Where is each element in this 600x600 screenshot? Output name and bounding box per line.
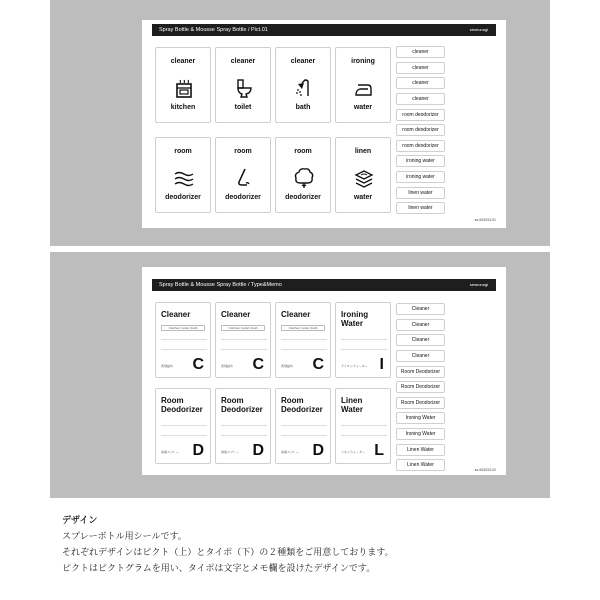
card-initial-letter: D: [192, 442, 204, 459]
card-title-line2: Deodorizer: [221, 405, 263, 414]
card-title-line1: Linen: [341, 396, 363, 405]
card-initial-letter: C: [312, 356, 324, 373]
pict-label: cleaner: [396, 77, 445, 89]
linen-stack-icon: [352, 166, 376, 190]
shower-icon: [292, 76, 316, 100]
card-title-line1: Room: [161, 396, 184, 405]
pict-header-title: Spray Bottle & Mousse Spray Bottle / Pict.01: [159, 27, 268, 33]
pict-card-ironing-water: [335, 47, 391, 123]
card-bottom-label: bath: [295, 104, 311, 111]
memo-checkbox-strip: □kitchen □toilet □bath: [281, 325, 325, 331]
type-label: Linen Water: [396, 459, 445, 471]
description-heading: デザイン: [62, 515, 98, 525]
pict-card-cleaner-kitchen: [155, 47, 211, 123]
type-brand: seseunagi: [469, 282, 488, 287]
card-top-label: cleaner: [170, 58, 196, 65]
pict-sticker-sheet: [142, 20, 506, 228]
memo-line: [281, 339, 327, 340]
memo-line: [161, 435, 207, 436]
pict-card-room-deodorizer-tree: [275, 137, 331, 213]
card-title-line1: Room: [221, 396, 244, 405]
memo-line: [281, 349, 327, 350]
memo-checkbox-strip: □kitchen □toilet □bath: [221, 325, 265, 331]
type-card-cleaner: [275, 302, 331, 378]
pict-label: cleaner: [396, 93, 445, 105]
pict-panel: [50, 0, 550, 246]
pict-label: linen water: [396, 187, 445, 199]
memo-line: [221, 349, 267, 350]
type-sticker-sheet: [142, 267, 506, 475]
type-label: Cleaner: [396, 350, 445, 362]
card-title-line2: Water: [341, 405, 363, 414]
memo-line: [161, 425, 207, 426]
type-label: Room Deodorizer: [396, 381, 445, 393]
card-small-caption: 洗剤詰め: [221, 364, 234, 368]
description-line: スプレーボトル用シールです。: [62, 531, 187, 541]
type-header-title: Spray Bottle & Mousse Spray Bottle / Type&Memo: [159, 282, 282, 288]
pict-sheet-header: [152, 24, 496, 36]
pict-label: linen water: [396, 202, 445, 214]
card-top-label: room: [294, 148, 312, 155]
card-small-caption: リネンウォーター: [341, 450, 365, 454]
pict-card-cleaner-bath: [275, 47, 331, 123]
memo-line: [341, 425, 387, 426]
pict-card-room-deodorizer-waves: [155, 137, 211, 213]
type-card-cleaner: [215, 302, 271, 378]
kitchen-stove-icon: [172, 76, 196, 100]
type-label: Linen Water: [396, 444, 445, 456]
card-small-caption: 消臭スプレー: [281, 450, 299, 454]
card-initial-letter: C: [192, 356, 204, 373]
type-card-cleaner: [155, 302, 211, 378]
pict-card-cleaner-toilet: [215, 47, 271, 123]
card-small-caption: 洗剤詰め: [161, 364, 174, 368]
pict-label: cleaner: [396, 46, 445, 58]
type-panel: [50, 252, 550, 498]
card-title-line1: Ironing: [341, 310, 369, 319]
card-top-label: cleaner: [230, 58, 256, 65]
type-card-room-deodorizer: [215, 388, 271, 464]
memo-line: [281, 435, 327, 436]
pict-label: ironing water: [396, 155, 445, 167]
iron-icon: [352, 76, 376, 100]
card-top-label: ironing: [351, 58, 375, 65]
type-sheet-code: ss-903033-02: [474, 468, 496, 472]
pict-card-room-deodorizer-nose: [215, 137, 271, 213]
card-small-caption: 消臭スプレー: [221, 450, 239, 454]
card-bottom-label: water: [353, 104, 373, 111]
card-initial-letter: C: [252, 356, 264, 373]
memo-line: [221, 425, 267, 426]
card-top-label: room: [234, 148, 252, 155]
type-label: Cleaner: [396, 319, 445, 331]
card-top-label: room: [174, 148, 192, 155]
toilet-icon: [232, 76, 256, 100]
memo-line: [161, 339, 207, 340]
card-initial-letter: D: [312, 442, 324, 459]
card-initial-letter: L: [374, 442, 384, 459]
memo-line: [221, 435, 267, 436]
type-label: Cleaner: [396, 303, 445, 315]
nose-icon: [232, 166, 256, 190]
card-small-caption: 消臭スプレー: [161, 450, 179, 454]
card-small-caption: 洗剤詰め: [281, 364, 294, 368]
card-bottom-label: deodorizer: [225, 194, 261, 201]
card-title-line1: Room: [281, 396, 304, 405]
card-small-caption: アイロンウォーター: [341, 364, 368, 368]
type-sheet-header: [152, 279, 496, 291]
card-title-line2: Water: [341, 319, 363, 328]
card-bottom-label: deodorizer: [285, 194, 321, 201]
type-label: Room Deodorizer: [396, 366, 445, 378]
card-top-label: cleaner: [290, 58, 316, 65]
card-initial-letter: D: [252, 442, 264, 459]
memo-line: [161, 349, 207, 350]
card-title-line2: Deodorizer: [281, 405, 323, 414]
card-bottom-label: toilet: [234, 104, 252, 111]
memo-line: [341, 435, 387, 436]
card-top-label: linen: [354, 148, 372, 155]
card-title-line1: Cleaner: [281, 310, 311, 319]
pict-label: ironing water: [396, 171, 445, 183]
memo-checkbox-strip: □kitchen □toilet □bath: [161, 325, 205, 331]
type-label: Ironing Water: [396, 412, 445, 424]
type-label: Ironing Water: [396, 428, 445, 440]
card-title-line1: Cleaner: [221, 310, 251, 319]
tree-icon: [292, 166, 316, 190]
design-description: [62, 512, 393, 576]
card-title-line1: Cleaner: [161, 310, 191, 319]
card-initial-letter: I: [379, 356, 384, 373]
description-line: ピクトはピクトグラムを用い、タイポは文字とメモ欄を設けたデザインです。: [62, 563, 376, 573]
memo-line: [221, 339, 267, 340]
type-card-ironing-water: [335, 302, 391, 378]
type-card-room-deodorizer: [275, 388, 331, 464]
card-bottom-label: kitchen: [170, 104, 196, 111]
pict-card-linen-water: [335, 137, 391, 213]
memo-line: [341, 349, 387, 350]
memo-line: [281, 425, 327, 426]
memo-line: [341, 339, 387, 340]
type-label: Cleaner: [396, 334, 445, 346]
type-label: Room Deodorizer: [396, 397, 445, 409]
pict-label: room deodorizer: [396, 140, 445, 152]
card-title-line2: Deodorizer: [161, 405, 203, 414]
card-bottom-label: deodorizer: [165, 194, 201, 201]
pict-brand: seseunagi: [469, 27, 488, 32]
pict-sheet-code: ss-903033-01: [474, 218, 496, 222]
type-card-linen-water: [335, 388, 391, 464]
pict-label: room deodorizer: [396, 124, 445, 136]
type-card-room-deodorizer: [155, 388, 211, 464]
description-line: それぞれデザインはピクト（上）とタイポ（下）の２種類をご用意しております。: [62, 547, 394, 557]
pict-label: cleaner: [396, 62, 445, 74]
card-bottom-label: water: [353, 194, 373, 201]
waves-icon: [172, 166, 196, 190]
pict-label: room deodorizer: [396, 109, 445, 121]
